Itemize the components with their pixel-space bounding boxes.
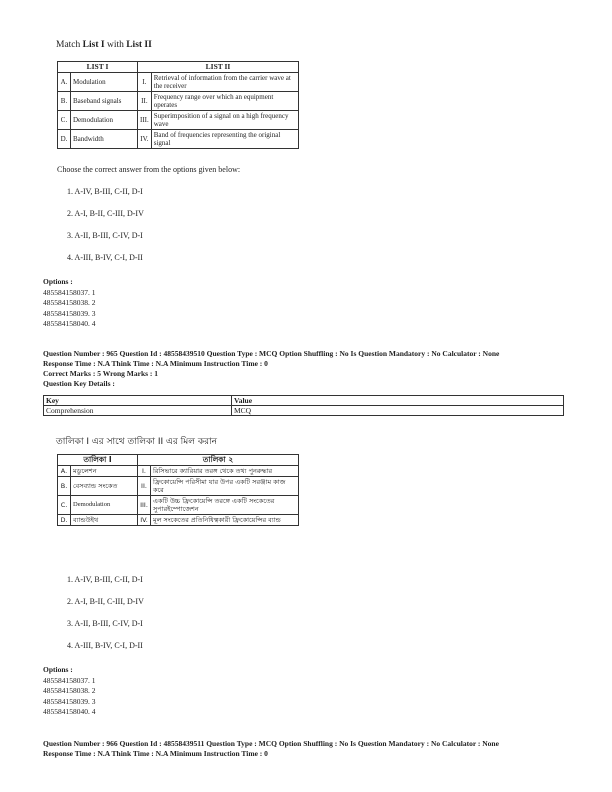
options-block-2 bbox=[43, 665, 96, 718]
table-row: C. Demodulation III. একটি উচ্চ ফ্রিকোয়েন্সি তরঙ্গে একটি সংকেতের সুপারইম্পোজেশন bbox=[58, 496, 299, 515]
question-key-table bbox=[43, 395, 564, 416]
option-item: 485584158037. 1 bbox=[43, 675, 96, 685]
value-cell: MCQ bbox=[232, 406, 564, 416]
q2-answer-4: 4. A-III, B-IV, C-I, D-II bbox=[67, 641, 143, 650]
options-label: Options : bbox=[43, 665, 73, 674]
meta-line: Response Time : N.A Think Time : N.A Minimum Instruction Time : 0 bbox=[43, 749, 268, 758]
q1-answer-3: 3. A-II, B-III, C-IV, D-I bbox=[67, 231, 143, 240]
table-row: A. Modulation I. Retrieval of information from the carrier wave at the receiver bbox=[58, 73, 299, 92]
meta-line: Question Number : 965 Question Id : 48558439510 Question Type : MCQ Option Shuffling : No Is Question Mandatory : No Calculator : None bbox=[43, 349, 500, 358]
q2-answer-3: 3. A-II, B-III, C-IV, D-I bbox=[67, 619, 143, 628]
q2-answer-1: 1. A-IV, B-III, C-II, D-I bbox=[67, 575, 143, 584]
q1-instruction: Choose the correct answer from the options given below: bbox=[57, 165, 241, 174]
table-row: A. মডুলেশন I. রিসিভারে ক্যারিয়ার তরঙ্গ থেকে তথ্য পুনরুদ্ধার bbox=[58, 466, 299, 477]
meta-line: Response Time : N.A Think Time : N.A Minimum Instruction Time : 0 bbox=[43, 359, 268, 368]
q1-answer-2: 2. A-I, B-II, C-III, D-IV bbox=[67, 209, 144, 218]
meta-line: Question Key Details : bbox=[43, 379, 115, 388]
option-item: 485584158039. 3 bbox=[43, 308, 96, 318]
option-item: 485584158040. 4 bbox=[43, 319, 96, 328]
q1-header-list2: LIST II bbox=[138, 62, 299, 73]
table-row: B. বেসব্যান্ড সংকেত II. ফ্রিকোয়েন্সি পরিসীমা যার উপর একটি সরঞ্জাম কাজ করে bbox=[58, 477, 299, 496]
question-meta-965 bbox=[43, 349, 573, 389]
option-item: 485584158038. 2 bbox=[43, 298, 96, 307]
q1-answer-1: 1. A-IV, B-III, C-II, D-I bbox=[67, 187, 143, 196]
q1-header-list1: LIST I bbox=[58, 62, 138, 73]
option-item: 485584158038. 2 bbox=[43, 686, 96, 695]
q1-answer-4: 4. A-III, B-IV, C-I, D-II bbox=[67, 253, 143, 262]
key-cell: Comprehension bbox=[44, 406, 232, 416]
q2-answer-2: 2. A-I, B-II, C-III, D-IV bbox=[67, 597, 144, 606]
table-row: D. Bandwidth IV. Band of frequencies representing the original signal bbox=[58, 130, 299, 149]
table-row: C. Demodulation III. Superimposition of a signal on a high frequency wave bbox=[58, 111, 299, 130]
q2-match-table bbox=[57, 454, 299, 526]
q2-title: তালিকা I এর সাথে তালিকা II এর মিল করান bbox=[56, 437, 218, 447]
question-meta-966 bbox=[43, 739, 573, 759]
q1-title: Match List I with List II bbox=[56, 40, 152, 50]
option-item: 485584158037. 1 bbox=[43, 287, 96, 297]
meta-line: Correct Marks : 5 Wrong Marks : 1 bbox=[43, 369, 159, 378]
table-row: B. Baseband signals II. Frequency range over which an equipment operates bbox=[58, 92, 299, 111]
table-row: D. ব্যান্ডউইথ IV. মূল সংকেতের প্রতিনিধিত্বকারী ফ্রিকোয়েন্সির ব্যান্ড bbox=[58, 515, 299, 526]
meta-line: Question Number : 966 Question Id : 48558439511 Question Type : MCQ Option Shuffling : No Is Question Mandatory : No Calculator : None bbox=[43, 739, 499, 748]
option-item: 485584158039. 3 bbox=[43, 696, 96, 706]
options-label: Options : bbox=[43, 277, 73, 286]
q1-match-table bbox=[57, 61, 299, 149]
option-item: 485584158040. 4 bbox=[43, 707, 96, 716]
q2-header-list2: তালিকা ২ bbox=[138, 455, 299, 466]
options-block-1 bbox=[43, 277, 96, 330]
q2-header-list1: তালিকা I bbox=[58, 455, 138, 466]
value-header: Value bbox=[232, 396, 564, 406]
key-header: Key bbox=[44, 396, 232, 406]
